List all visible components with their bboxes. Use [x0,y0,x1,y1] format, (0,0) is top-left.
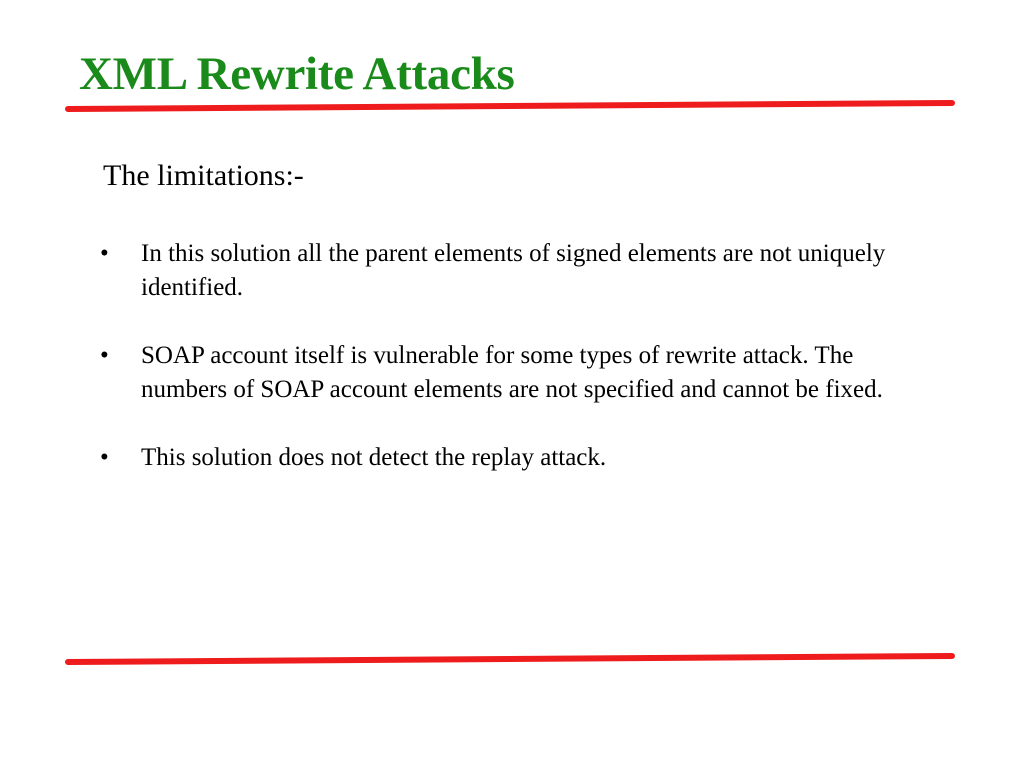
bullet-item [100,339,900,407]
bullet-text: This solution does not detect the replay attack. [141,444,607,471]
bullet-text: SOAP account itself is vulnerable for some types of rewrite attack. The numbers of SOAP account elements are not specified and cannot be fixed. [141,342,883,403]
bullet-item [100,441,900,475]
bullet-icon: • [100,240,109,267]
slide-title: XML Rewrite Attacks [79,48,515,100]
footer-divider-rule [60,648,960,668]
title-underline-rule [60,95,960,115]
bullet-item [100,237,900,305]
bullet-list [100,237,900,509]
bullet-icon: • [100,444,109,471]
bullet-icon: • [100,342,109,369]
section-heading: The limitations:- [103,159,304,192]
bullet-text: In this solution all the parent elements of signed elements are not uniquely identified. [141,240,886,301]
